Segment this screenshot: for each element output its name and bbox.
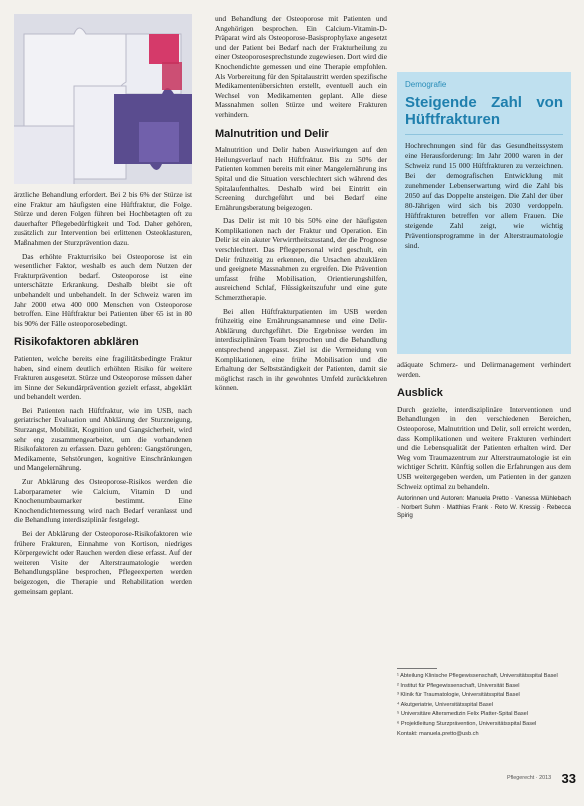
- paragraph: Patienten, welche bereits eine fragilitätsbedingte Fraktur haben, sind einem deutlich erhöhten Risiko für weitere Frakturen ausgesetzt. Stürze und Osteoporose müssen daher im Sinne der Sekundärprävention gezielt erfasst, abgeklärt und behandelt werden.: [14, 353, 192, 402]
- paragraph: Bei allen Hüftfrakturpatienten im USB werden frühzeitig eine Ernährungsanamnese und eine Delir-Abklärung durchgeführt. Die Ergebnisse werden im interdisziplinären Team besprochen und die Behandlung entsprechend angepasst. Ziel ist die Vermeidung von Komplikationen, eine frühe Mobilisation und die Erhaltung der Selbstständigkeit der Patienten, damit sie möglichst rasch in ihr gewohntes Umfeld zurückkehren können.: [215, 306, 387, 393]
- paragraph: und Behandlung der Osteoporose mit Patienten und Angehörigen besprochen. Ein Calcium-Vitamin-D-Präparat wird als Osteoporose-Basisprophylaxe angesetzt und der Patient bei Bedarf nach der Frakturheilung zu einer Osteoporosesprechstunde zugewiesen. Dort wird die Knochendichte gemessen und eine Therapie empfohlen. Als Vorbereitung für den Spitalaustritt werden spezifische Medikamentenübersichten erstellt, eventuell auch ein Wechsel von Medikamenten geplant. Alle diese Massnahmen sollen Stürze und weitere Frakturen verhindern.: [215, 14, 387, 119]
- paragraph: adäquate Schmerz- und Delirmanagement verhindert werden.: [397, 360, 571, 379]
- pink-piece: [149, 34, 179, 64]
- footnote: ² Institut für Pflegewissenschaft, Universität Basel: [397, 682, 520, 689]
- paragraph: ärztliche Behandlung erfordert. Bei 2 bis 6% der Stürze ist eine Fraktur am häufigsten eine Hüftfraktur, die Folge. Stürze und deren Folgen führen bei Hochbetagten oft zu dauerhafter Pflegebedürftigkeit und Tod. Daher gehören, zusätzlich zur Intervention bei erlittenen Osteoklasturen, Maßnahmen der Sturzprävention dazu.: [14, 190, 192, 247]
- footnote: ⁵ Universitäre Altersmedizin Felix Platter-Spital Basel: [397, 711, 529, 718]
- column-middle: [215, 14, 387, 397]
- footnote: ⁴ Akutgeriatrie, Universitätsspital Basel: [397, 701, 493, 708]
- box-text: Hochrechnungen sind für das Gesundheitssystem eine Herausforderung: Im Jahr 2000 waren in der Schweiz rund 15 000 Hüftfrakturen zu verzeichnen. Bei der demografischen Entwicklung mit zunehmender Lebenserwartung wird die Zahl bis 2050 auf das Doppelte ansteigen. Die Zahl der über 80-Jährigen wird sich bis 2030 verdoppeln. Hüftfrakturen betreffen vor allem Frauen. Die steigende Zahl zeigt, wie wichtig Präventionsprogramme in der Alterstraumatologie sind.: [405, 141, 563, 250]
- footnote: ³ Klinik für Traumatologie, Universitätsspital Basel: [397, 692, 520, 699]
- column-right: [397, 360, 571, 521]
- info-box-demography: [397, 72, 571, 354]
- box-kicker: Demografie: [405, 80, 447, 89]
- paragraph: Durch gezielte, interdisziplinäre Interventionen und Behandlungen in den verschiedenen Bereichen, Osteoporose, Malnutrition und Delir, soll erreicht werden, dass Komplikationen und weitere Frakturen verhindert und die Lebensqualität der Patienten erhalten wird. Der Weg vom Traumazentrum zur Alterstraumatologie ist ein wichtiger Schritt. Künftig sollen die Erfahrungen aus dem USB weitergegeben werden, um Patienten in der ganzen Schweiz optimal zu behandeln.: [397, 404, 571, 491]
- footnotes: [397, 668, 571, 740]
- section-heading-outlook: Ausblick: [397, 387, 443, 400]
- paragraph: Das Delir ist mit 10 bis 50% eine der häufigsten Komplikationen nach der Fraktur und Operation. Ein Delir ist ein akuter Verwirrtheitszustand, der die Prognose verschlechtert. Das Pflegepersonal wird geschult, ein Delir frühzeitig zu erkennen, die Ursachen abzuklären und geeignete Massnahmen zu ergreifen. Die Prävention umfasst frühe Mobilisation, Orientierungshilfen, ausreichend Schlaf, Flüssigkeitszufuhr und eine gute Schmerztherapie.: [215, 216, 387, 303]
- puzzle-image: [14, 14, 192, 184]
- section-heading-malnutrition: Malnutrition und Delir: [215, 127, 329, 140]
- paragraph: Bei Patienten nach Hüftfraktur, wie im USB, nach geriatrischer Evaluation und Abklärung der Sturzneigung, Sturzangst, Mobilität, Kognition und Gangsicherheit, wird sehr eng zusammengearbeitet, um die vorhandenen Risikofaktoren zu erfassen. Dazu gehören: Gangstörungen, Medikamente, Sehstörungen, kognitive Einschränkungen und Mangelernährung.: [14, 405, 192, 473]
- journal-source: Pflegerecht · 2013: [507, 775, 552, 782]
- puzzle-illustration: [14, 14, 192, 184]
- section-heading-risk: Risikofaktoren abklären: [14, 336, 139, 349]
- footnote: Kontakt: manuela.pretto@usb.ch: [397, 730, 479, 737]
- box-divider: [405, 134, 563, 135]
- paragraph: Das erhöhte Frakturrisiko bei Osteoporose ist ein wesentlicher Faktor, weshalb es auch dem Nutzen der Frakturprävention bedarf. Osteoporose ist eine unterschätzte Erkrankung. Deshalb bleibt sie oft unbehandelt und unbehandelt. In der Schweiz waren im Jahr 2000 etwa 400 000 Menschen von Osteoporose betroffen. Eine Hüftfraktur bei Patienten über 65 ist in 80 bis 90% der Fälle osteoporosebedingt.: [14, 251, 192, 328]
- box-headline: Steigende Zahl von Hüftfrakturen: [405, 94, 563, 128]
- paragraph: Malnutrition und Delir haben Auswirkungen auf den Heilungsverlauf nach Hüftfraktur. Bis zu 50% der Patienten kommen bereits mit einer Mangelernährung ins Spital und die Situation verschlechtert sich während des Spitalaufenthaltes. Deshalb wird bei Eintritt ein Screening durchgeführt und bei Bedarf eine Ernährungsberatung beigezogen.: [215, 145, 387, 212]
- paragraph: Bei der Abklärung der Osteoporose-Risikofaktoren wie frühere Frakturen, Einnahme von Kortison, niedriges Körpergewicht oder Rauchen werden diese erfasst. Auf der weiteren Visite der Alterstraumatologie werden Behandlungspläne besprochen, Pflegeexperten werden beigezogen, die Therapie und Rehabilitation werden gemeinsam geplant.: [14, 529, 192, 596]
- paragraph: Zur Abklärung des Osteoporose-Risikos werden die Laborparameter wie Calcium, Vitamin D und Knochenumbaumarker bestimmt. Eine Knochendichtemessung wird nach Bedarf veranlasst und die Behandlung interdisziplinär festgelegt.: [14, 477, 192, 525]
- author-line: Autorinnen und Autoren: Manuela Pretto · Vanessa Mühlebach · Norbert Suhm · Matthias Frank · Reto W. Kressig · Rebecca Spirig: [397, 495, 571, 520]
- footnote: ¹ Abteilung Klinische Pflegewissenschaft, Universitätsspital Basel: [397, 673, 558, 679]
- page-number: 33: [561, 771, 576, 787]
- footnote: ⁶ Projektleitung Sturzprävention, Universitätsspital Basel: [397, 720, 537, 727]
- column-left: [14, 190, 192, 600]
- footnote-divider: [397, 668, 437, 669]
- page-footer: [470, 770, 576, 788]
